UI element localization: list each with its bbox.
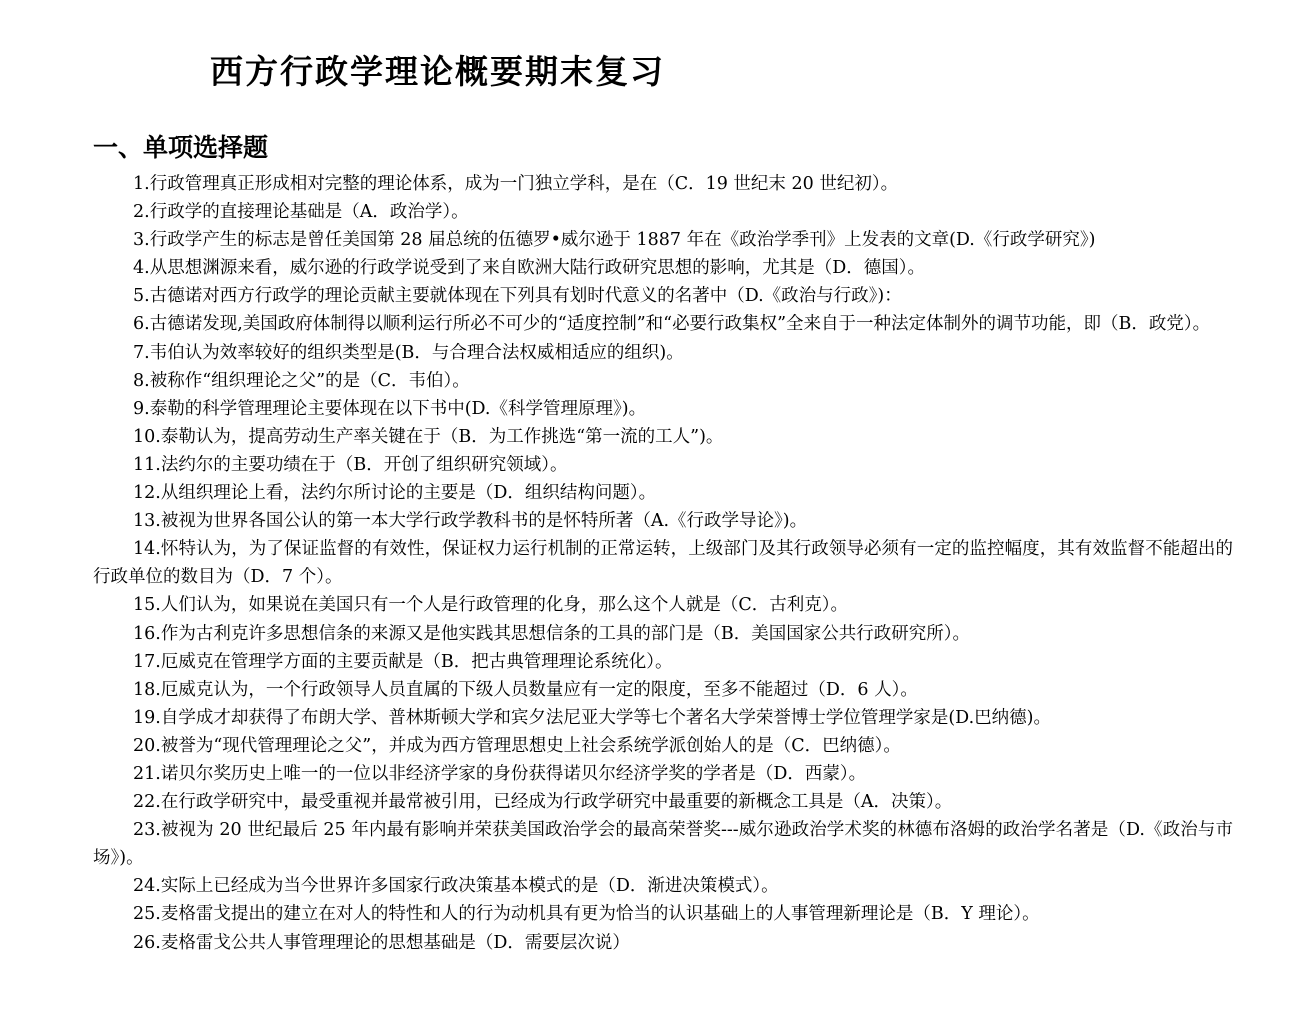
question-number: 9.	[133, 398, 150, 419]
question-item	[93, 732, 1233, 760]
question-number: 14.	[133, 539, 161, 560]
question-number: 1.	[133, 174, 150, 194]
question-number: 5.	[133, 286, 150, 307]
question-text: 泰勒的科学管理理论主要体现在以下书中(D.《科学管理原理》)。	[149, 398, 647, 419]
question-item	[93, 872, 1233, 900]
question-item	[93, 479, 1233, 507]
question-item	[93, 929, 1233, 957]
question-number: 23.	[133, 820, 161, 841]
question-item	[93, 395, 1233, 423]
question-item	[93, 451, 1233, 479]
question-number: 21.	[133, 763, 161, 784]
question-text: 麦格雷戈公共人事管理理论的思想基础是（D．需要层次说）	[160, 932, 630, 953]
question-text: 古德诺发现,美国政府体制得以顺利运行所必不可少的“适度控制”和“必要行政集权”全来自于一种法定体制外的调节功能，即（B．政党）。	[149, 314, 1211, 335]
question-item	[93, 900, 1233, 928]
question-text: 从思想渊源来看，威尔逊的行政学说受到了来自欧洲大陆行政研究思想的影响，尤其是（D．德国）。	[149, 258, 925, 279]
question-text: 自学成才却获得了布朗大学、普林斯顿大学和宾夕法尼亚大学等七个著名大学荣誉博士学位管理学家是(D.巴纳德)。	[160, 707, 1051, 728]
section-heading: 一、单项选择题	[93, 133, 269, 162]
question-text: 古德诺对西方行政学的理论贡献主要就体现在下列具有划时代意义的名著中（D.《政治与行政》)：	[149, 286, 902, 307]
question-number: 6.	[133, 314, 150, 335]
question-number: 26.	[133, 932, 161, 953]
document-title: 西方行政学理论概要期末复习	[210, 52, 665, 91]
question-number: 4.	[133, 258, 150, 279]
question-list	[93, 170, 1233, 957]
question-text: 被视为世界各国公认的第一本大学行政学教科书的是怀特所著（A.《行政学导论》)。	[160, 511, 808, 532]
question-item	[93, 198, 1233, 226]
question-text: 麦格雷戈提出的建立在对人的特性和人的行为动机具有更为恰当的认识基础上的人事管理新理论是（B．Y 理论）。	[160, 904, 1040, 925]
question-item	[93, 535, 1233, 591]
question-text: 被视为 20 世纪最后 25 年内最有影响并荣获美国政治学会的最高荣誉奖---威尔逊政治学术奖的林德布洛姆的政治学名著是（D.《政治与市场》)。	[93, 820, 1233, 869]
question-number: 17.	[133, 651, 161, 672]
question-number: 3.	[133, 230, 150, 251]
question-number: 22.	[133, 792, 161, 813]
question-text: 厄威克在管理学方面的主要贡献是（B．把古典管理理论系统化）。	[160, 651, 673, 672]
question-number: 16.	[133, 623, 161, 644]
question-item	[93, 816, 1233, 872]
question-text: 行政学的直接理论基础是（A．政治学）。	[149, 202, 469, 223]
question-text: 在行政学研究中，最受重视并最常被引用，已经成为行政学研究中最重要的新概念工具是（A．决策）。	[160, 792, 953, 813]
question-number: 18.	[133, 679, 161, 700]
question-text: 韦伯认为效率较好的组织类型是(B．与合理合法权威相适应的组织)。	[149, 342, 684, 363]
question-number: 15.	[133, 595, 161, 616]
question-number: 20.	[133, 735, 161, 756]
question-item	[93, 620, 1233, 648]
question-item	[93, 788, 1233, 816]
question-text: 被称作“组织理论之父”的是（C．韦伯）。	[149, 370, 470, 391]
question-number: 13.	[133, 511, 161, 532]
question-item	[93, 591, 1233, 619]
question-number: 11.	[133, 454, 161, 475]
question-text: 从组织理论上看，法约尔所讨论的主要是（D．组织结构问题）。	[160, 483, 657, 504]
question-item	[93, 423, 1233, 451]
question-item	[93, 507, 1233, 535]
question-number: 12.	[133, 483, 161, 504]
question-item	[93, 704, 1233, 732]
question-text: 行政学产生的标志是曾任美国第 28 届总统的伍德罗•威尔逊于 1887 年在《政治学季刊》上发表的文章(D.《行政学研究》)	[149, 230, 1096, 251]
question-number: 2.	[133, 202, 150, 223]
question-text: 厄威克认为，一个行政领导人员直属的下级人员数量应有一定的限度，至多不能超过（D．6 人）。	[160, 679, 918, 700]
question-text: 被誉为“现代管理理论之父”，并成为西方管理思想史上社会系统学派创始人的是（C．巴纳德）。	[160, 735, 901, 756]
question-item	[93, 282, 1233, 310]
question-text: 诺贝尔奖历史上唯一的一位以非经济学家的身份获得诺贝尔经济学奖的学者是（D．西蒙）。	[160, 763, 867, 784]
question-text: 法约尔的主要功绩在于（B．开创了组织研究领域）。	[160, 454, 568, 475]
question-number: 19.	[133, 707, 161, 728]
question-item	[93, 367, 1233, 395]
question-text: 实际上已经成为当今世界许多国家行政决策基本模式的是（D．渐进决策模式）。	[160, 876, 779, 897]
question-number: 24.	[133, 876, 161, 897]
question-item	[93, 339, 1233, 367]
question-text: 人们认为，如果说在美国只有一个人是行政管理的化身，那么这个人就是（C．古利克）。	[160, 595, 848, 616]
question-text: 行政管理真正形成相对完整的理论体系，成为一门独立学科，是在（C．19 世纪末 20 世纪初）。	[149, 174, 899, 194]
question-item	[93, 226, 1233, 254]
question-number: 10.	[133, 426, 161, 447]
question-text: 怀特认为，为了保证监督的有效性，保证权力运行机制的正常运转，上级部门及其行政领导必须有一定的监控幅度，其有效监督不能超出的行政单位的数目为（D．7 个）。	[93, 539, 1233, 588]
question-item	[93, 254, 1233, 282]
question-number: 25.	[133, 904, 161, 925]
question-item	[93, 648, 1233, 676]
question-item	[93, 310, 1233, 338]
question-text: 作为古利克许多思想信条的来源又是他实践其思想信条的工具的部门是（B．美国国家公共行政研究所）。	[160, 623, 970, 644]
question-number: 7.	[133, 342, 150, 363]
question-text: 泰勒认为，提高劳动生产率关键在于（B．为工作挑选“第一流的工人”)。	[160, 426, 724, 447]
question-item	[93, 676, 1233, 704]
question-item	[93, 760, 1233, 788]
question-item	[93, 170, 1233, 198]
question-number: 8.	[133, 370, 150, 391]
